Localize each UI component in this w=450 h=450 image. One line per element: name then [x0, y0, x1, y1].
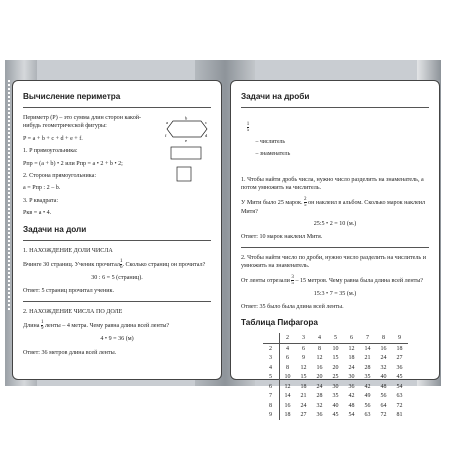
- table-cell: 9: [263, 410, 280, 420]
- table-cell: 45: [332, 412, 339, 419]
- table-row: [263, 410, 408, 420]
- s2-task: Длина $\frac{1}{9}$ ленты – 4 метра. Чему равна длина всей ленты?: [23, 320, 170, 332]
- table-cell: 12: [316, 355, 323, 362]
- table-cell: 20: [332, 364, 339, 371]
- table-cell: 81: [396, 412, 403, 419]
- table-cell: 27: [300, 412, 307, 419]
- table-cell: 24: [300, 402, 307, 409]
- fraction: $\frac{1}{9}$: [40, 320, 44, 332]
- s1-answer: Ответ: 5 страниц прочитал ученик.: [23, 288, 114, 295]
- item2-title: 2. Сторона прямоугольника:: [23, 173, 97, 180]
- table-cell: 8: [286, 364, 289, 371]
- numerator-label: – числитель: [255, 139, 286, 146]
- divider: [241, 247, 429, 248]
- item3-formula: Pкв = a • 4.: [23, 210, 52, 217]
- table-cell: 24: [348, 364, 355, 371]
- table-cell: 20: [316, 374, 323, 381]
- table-cell: 14: [364, 345, 371, 352]
- table-cell: 25: [332, 374, 339, 381]
- table-cell: 6: [344, 333, 360, 343]
- table-row: [263, 401, 408, 411]
- table-cell: 32: [380, 364, 387, 371]
- divider: [23, 107, 211, 108]
- label-d: d: [205, 133, 208, 138]
- table-cell: 16: [380, 345, 387, 352]
- table-cell: 6: [302, 345, 305, 352]
- fraction: $\frac{2}{5}$: [304, 196, 307, 208]
- table-cell: 72: [380, 412, 387, 419]
- table-cell: 56: [364, 402, 371, 409]
- fraction: $\frac{1}{5}$: [246, 122, 250, 134]
- table-cell: 63: [396, 393, 403, 400]
- table-cell: 5: [328, 333, 344, 343]
- table-cell: 18: [396, 345, 403, 352]
- table-cell: 28: [364, 364, 371, 371]
- table-cell: 2: [263, 343, 280, 353]
- table-row: [263, 353, 408, 363]
- pythagoras-title: Таблица Пифагора: [241, 318, 318, 328]
- table-row: [263, 343, 408, 353]
- table-cell: 54: [348, 412, 355, 419]
- table-cell: 8: [318, 345, 321, 352]
- table-cell: 36: [396, 364, 403, 371]
- f1-calc: 25:5 • 2 = 10 (м.): [313, 221, 357, 228]
- table-cell: 3: [296, 333, 312, 343]
- table-cell: 18: [300, 383, 307, 390]
- table-row: [263, 333, 408, 343]
- table-cell: 8: [263, 401, 280, 411]
- table-cell: 6: [263, 382, 280, 392]
- table-cell: 27: [396, 355, 403, 362]
- pythagoras-table: [263, 333, 408, 420]
- table-cell: 12: [300, 364, 307, 371]
- label-e: e: [185, 138, 187, 143]
- item2-formula: a = Pпр : 2 – b.: [23, 185, 61, 192]
- f1-task: У Мити было 25 марок. $\frac{2}{5}$ он наклеил в альбом. Сколько марок наклеил Митя?: [241, 196, 427, 215]
- table-cell: 6: [286, 355, 289, 362]
- s1-calc: 30 : 6 = 5 (страниц).: [91, 275, 143, 282]
- table-cell: 30: [332, 383, 339, 390]
- fraction-legend: [241, 114, 429, 172]
- table-cell: 56: [380, 393, 387, 400]
- table-row: [263, 382, 408, 392]
- table-row: [263, 391, 408, 401]
- divider: [23, 301, 211, 302]
- table-cell: 24: [316, 383, 323, 390]
- perimeter-title: Вычисление периметра: [23, 92, 121, 101]
- table-cell: 12: [284, 383, 291, 390]
- table-cell: 48: [380, 383, 387, 390]
- right-page: [230, 80, 440, 419]
- item1-formula: Pпр = (a + b) • 2 или Pпр = a • 2 + b • 2;: [23, 160, 123, 167]
- geometry-figures: [165, 115, 209, 185]
- table-cell: 10: [332, 345, 339, 352]
- left-page: [12, 80, 222, 380]
- table-cell: 54: [396, 383, 403, 390]
- s2-answer: Ответ: 36 метров длина всей ленты.: [23, 349, 117, 356]
- table-cell: 45: [396, 374, 403, 381]
- table-cell: [263, 333, 280, 343]
- divider: [23, 240, 211, 241]
- table-cell: 10: [284, 374, 291, 381]
- table-cell: 7: [360, 333, 376, 343]
- s1-title: 1. НАХОЖДЕНИЕ ДОЛИ ЧИСЛА: [23, 247, 113, 254]
- f1-answer: Ответ: 10 марок наклеил Митя.: [241, 234, 323, 241]
- table-cell: 36: [316, 412, 323, 419]
- table-cell: 16: [316, 364, 323, 371]
- table-cell: 18: [348, 355, 355, 362]
- table-cell: 28: [316, 393, 323, 400]
- table-cell: 9: [392, 333, 408, 343]
- hexagon-figure: [165, 116, 208, 144]
- label-f: f: [165, 133, 167, 138]
- perimeter-formula: P = a + b + c + d + e + f.: [23, 135, 83, 142]
- table-cell: 35: [364, 374, 371, 381]
- table-cell: 5: [263, 372, 280, 382]
- label-c: c: [205, 120, 207, 125]
- table-cell: 36: [348, 383, 355, 390]
- table-cell: 16: [284, 402, 291, 409]
- table-row: [263, 363, 408, 373]
- perimeter-intro: Периметр (P) – это сумма длин сторон какой-нибудь геометрической фигуры:: [23, 115, 142, 130]
- table-cell: 8: [376, 333, 392, 343]
- table-cell: 42: [348, 393, 355, 400]
- f2-task: От ленты отрезали $\frac{3}{5}$ – 15 метров. Чему равна была длина всей ленты?: [241, 274, 424, 286]
- s1-task: Вчинге 30 страниц. Ученик прочитал $\frac{1}{6}$ . Сколько страниц он прочитал?: [23, 259, 206, 271]
- f2-calc: 15:3 • 7 = 35 (м.): [313, 290, 357, 297]
- table-cell: 4: [286, 345, 289, 352]
- item3-title: 3. P квадрата:: [23, 197, 59, 204]
- fraction: $\frac{3}{5}$: [291, 274, 294, 286]
- table-cell: 32: [316, 402, 323, 409]
- s2-calc: 4 • 9 = 36 (м): [100, 336, 134, 343]
- f2-answer: Ответ: 35 было была длина всей ленты.: [241, 304, 344, 311]
- dotted-border-right: [442, 80, 448, 310]
- share-title: Задачи на доли: [23, 224, 87, 234]
- table-cell: 40: [332, 402, 339, 409]
- f2-rule: 2. Чтобы найти число по дроби, нужно число разделить на числитель и умножить на знаменатель.: [241, 254, 428, 270]
- table-row: [263, 372, 408, 382]
- square-figure: [177, 167, 191, 181]
- denominator-label: – знаменатель: [255, 151, 291, 158]
- table-cell: 64: [380, 402, 387, 409]
- table-cell: 15: [332, 355, 339, 362]
- table-cell: 2: [279, 333, 296, 343]
- label-a: a: [166, 120, 168, 125]
- table-cell: 4: [263, 363, 280, 373]
- table-cell: 18: [284, 412, 291, 419]
- f1-rule: 1. Чтобы найти дробь числа, нужно число разделить на знаменатель, а потом умножить на числитель.: [241, 176, 426, 192]
- table-cell: 72: [396, 402, 403, 409]
- table-cell: 30: [348, 374, 355, 381]
- fraction: $\frac{1}{6}$: [119, 259, 123, 271]
- table-cell: 4: [312, 333, 328, 343]
- s2-title: 2. НАХОЖДЕНИЕ ЧИСЛА ПО ДОЛЕ: [23, 308, 123, 315]
- table-cell: 12: [348, 345, 355, 352]
- table-cell: 42: [364, 383, 371, 390]
- fraction-title: Задачи на дроби: [241, 92, 310, 101]
- table-cell: 9: [302, 355, 305, 362]
- table-cell: 40: [380, 374, 387, 381]
- table-cell: 15: [300, 374, 307, 381]
- table-cell: 63: [364, 412, 371, 419]
- label-b: b: [185, 115, 188, 121]
- table-cell: 14: [284, 393, 291, 400]
- table-cell: 48: [348, 402, 355, 409]
- table-cell: 21: [364, 355, 371, 362]
- table-cell: 49: [364, 393, 371, 400]
- table-cell: 24: [380, 355, 387, 362]
- table-cell: 35: [332, 393, 339, 400]
- table-cell: 7: [263, 391, 280, 401]
- rectangle-figure: [171, 147, 201, 159]
- table-cell: 21: [300, 393, 307, 400]
- table-cell: 3: [263, 353, 280, 363]
- divider: [241, 107, 429, 108]
- item1-title: 1. P прямоугольника:: [23, 148, 78, 155]
